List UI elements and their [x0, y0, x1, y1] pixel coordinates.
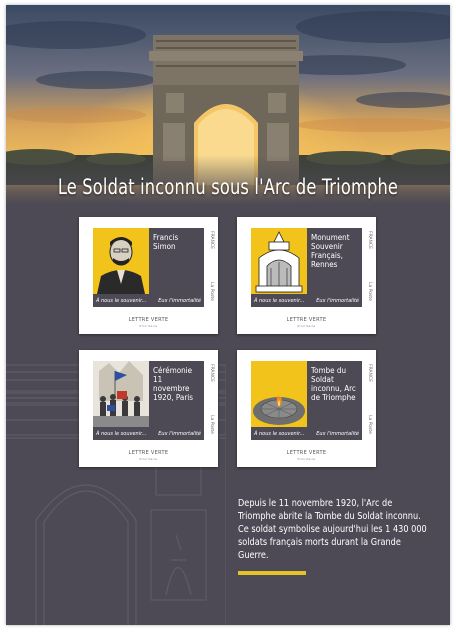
stamp-vignette — [251, 228, 362, 307]
stamp-side-text — [364, 231, 372, 301]
motto-right: Eux l'immortalité — [316, 297, 359, 304]
motto-right: Eux l'immortalité — [158, 430, 201, 437]
stamp-motto — [251, 294, 362, 307]
stamp-motto — [251, 427, 362, 440]
monument-illustration — [251, 228, 307, 294]
eternal-flame-illustration — [251, 361, 307, 427]
motto-left: À nous le souvenir... — [96, 430, 147, 437]
stamp-rate — [79, 450, 218, 461]
stamp-ceremonie-1920[interactable] — [79, 350, 218, 467]
stamp-label: Cérémonie 11 novembre 1920, Paris — [153, 366, 194, 402]
stamp-motto — [93, 427, 204, 440]
description-text: Depuis le 11 novembre 1920, l'Arc de Triomphe abrite la Tombe du Soldat inconnu. Ce soldat symbolise aujourd'hui les 1 430 000 soldats français morts durant la Grande Guerre. — [238, 498, 427, 561]
motto-left: À nous le souvenir... — [96, 297, 147, 304]
stamp-label: Francis Simon — [153, 233, 179, 251]
sheet-title: Le Soldat inconnu sous l'Arc de Triomphe — [57, 175, 399, 199]
ceremony-illustration — [93, 361, 149, 427]
rate-text: LETTRE VERTE — [128, 317, 169, 323]
postal-text: La Poste — [367, 415, 372, 434]
stamp-side-text — [364, 364, 372, 434]
country-text: FRANCE — [367, 364, 372, 382]
rate-sub-text: Prioritaire — [297, 324, 316, 328]
rate-text: LETTRE VERTE — [128, 450, 169, 456]
stamp-rate — [237, 317, 376, 328]
stamp-rate — [237, 450, 376, 461]
stamp-vignette — [251, 361, 362, 440]
rate-sub-text: Prioritaire — [297, 457, 316, 461]
country-text: FRANCE — [209, 231, 214, 249]
postal-text: La Poste — [367, 282, 372, 301]
motto-right: Eux l'immortalité — [316, 430, 359, 437]
stamp-vignette — [93, 228, 204, 307]
country-text: FRANCE — [209, 364, 214, 382]
stamp-rate — [79, 317, 218, 328]
accent-bar — [238, 571, 306, 575]
portrait-illustration — [93, 228, 149, 294]
stamp-vignette — [93, 361, 204, 440]
stamp-monument-rennes[interactable] — [237, 217, 376, 334]
motto-right: Eux l'immortalité — [158, 297, 201, 304]
rate-text: LETTRE VERTE — [286, 450, 327, 456]
stamp-motto — [93, 294, 204, 307]
motto-left: À nous le souvenir... — [254, 297, 305, 304]
stamp-label: Monument Souvenir Français, Rennes — [311, 233, 350, 269]
motto-left: À nous le souvenir... — [254, 430, 305, 437]
rate-sub-text: Prioritaire — [139, 324, 158, 328]
stamp-francis-simon[interactable] — [79, 217, 218, 334]
stamp-sheet — [6, 5, 450, 625]
postal-text: La Poste — [209, 282, 214, 301]
rate-sub-text: Prioritaire — [139, 457, 158, 461]
stamp-label: Tombe du Soldat inconnu, Arc de Triomphe — [311, 366, 356, 402]
postal-text: La Poste — [209, 415, 214, 434]
stamp-side-text — [206, 364, 214, 434]
country-text: FRANCE — [367, 231, 372, 249]
stamp-tombe-soldat-inconnu[interactable] — [237, 350, 376, 467]
rate-text: LETTRE VERTE — [286, 317, 327, 323]
stamp-side-text — [206, 231, 214, 301]
